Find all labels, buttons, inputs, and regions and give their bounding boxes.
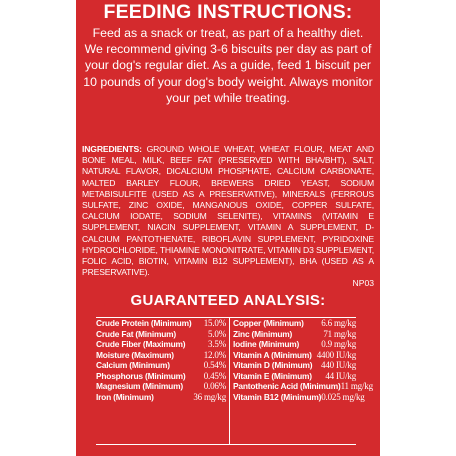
nutrient-value: 0.025 mg/kg	[321, 391, 365, 402]
nutrient-name: Moisture (Maximum)	[96, 349, 174, 360]
feeding-instructions-text: Feed as a snack or treat, as part of a healthy diet. We recommend giving 3-6 biscuits per day as part of your dog's regular diet. As a guide, feed 1 biscuit per 10 pounds of your dog's body weight. Always monitor your pet while treating.	[83, 26, 373, 105]
analysis-row	[233, 391, 365, 403]
nutrient-name: Vitamin E (Minimum)	[233, 370, 312, 381]
nutrient-value: 36 mg/kg	[193, 391, 226, 402]
analysis-row	[233, 318, 356, 329]
guaranteed-analysis-title: GUARANTEED ANALYSIS:	[130, 292, 326, 309]
nutrient-value: 440 IU/kg	[321, 360, 356, 370]
nutrient-value: 71 mg/kg	[323, 328, 356, 339]
nutrient-value: 0.45%	[203, 370, 226, 381]
label-panel	[76, 0, 380, 456]
nutrient-value: 44 IU/kg	[325, 370, 356, 381]
product-code: NP03	[352, 278, 374, 288]
analysis-row	[233, 329, 356, 340]
nutrient-name: Crude Protein (Minimum)	[96, 318, 192, 328]
nutrient-name: Calcium (Minimum)	[96, 360, 170, 370]
nutrient-name: Iodine (Minimum)	[233, 339, 300, 349]
analysis-row	[96, 381, 226, 392]
analysis-row	[233, 339, 356, 350]
nutrient-name: Zinc (Minimum)	[233, 328, 293, 339]
nutrient-name: Copper (Minimum)	[233, 318, 304, 328]
analysis-column-left	[96, 318, 226, 444]
nutrient-name: Magnesium (Minimum)	[96, 381, 183, 391]
nutrient-name: Vitamin B12 (Minimum)	[233, 391, 322, 402]
analysis-row	[96, 360, 226, 371]
nutrient-value: 3.5%	[208, 339, 226, 349]
nutrient-value: 0.06%	[203, 381, 226, 391]
analysis-row	[233, 350, 356, 361]
ingredients-block	[82, 144, 374, 278]
nutrient-value: 6.6 mg/kg	[321, 318, 356, 328]
nutrient-name: Pantothenic Acid (Minimum)	[233, 381, 341, 391]
nutrient-value: 0.9 mg/kg	[321, 339, 356, 349]
analysis-row	[96, 318, 226, 329]
analysis-row	[96, 339, 226, 350]
guaranteed-analysis-table	[96, 317, 373, 445]
nutrient-value: 5.0%	[208, 328, 226, 339]
nutrient-name: Iron (Minimum)	[96, 391, 154, 402]
nutrient-name: Vitamin A (Minimum)	[233, 349, 312, 360]
nutrient-value: 0.54%	[203, 360, 226, 370]
analysis-column-right	[233, 318, 373, 444]
nutrient-name: Phosphorus (Minimum)	[96, 370, 186, 381]
nutrient-name: Crude Fiber (Maximum)	[96, 339, 186, 349]
column-divider	[229, 318, 230, 444]
analysis-row	[96, 350, 226, 361]
nutrient-value: 11 mg/kg	[340, 381, 373, 391]
nutrient-value: 15.0%	[203, 318, 226, 328]
ingredients-label: INGREDIENTS:	[82, 144, 142, 154]
analysis-row	[233, 371, 356, 382]
analysis-row	[96, 329, 226, 340]
ingredients-text: GROUND WHOLE WHEAT, WHEAT FLOUR, MEAT AND BONE MEAL, MILK, BEEF FAT (PRESERVED WITH BHA/BHT), SALT, NATURAL FLAVOR, DICALCIUM PHOSPHATE, CALCIUM CARBONATE, MALTED BARLEY FLOUR, BREWERS DRIED YEAST, SODIUM METABISULFITE (USED AS A PRESERVATIVE), MINERALS (FERROUS SULFATE, ZINC OXIDE, MANGANOUS OXIDE, COPPER SULFATE, CALCIUM IODATE, SODIUM SELENITE), VITAMINS (VITAMIN E SUPPLEMENT, NIACIN SUPPLEMENT, VITAMIN A SUPPLEMENT, D-CALCIUM PANTOTHENATE, RIBOFLAVIN SUPPLEMENT, PYRIDOXINE HYDROCHLORIDE, THIAMINE MONONITRATE, VITAMIN D3 SUPPLEMENT, FOLIC ACID, BIOTIN, VITAMIN B12 SUPPLEMENT), BHA (USED AS A PRESERVATIVE).	[82, 144, 374, 278]
feeding-instructions-title: FEEDING INSTRUCTIONS:	[103, 1, 353, 23]
nutrient-name: Crude Fat (Minimum)	[96, 328, 176, 339]
nutrient-name: Vitamin D (Minimum)	[233, 360, 313, 370]
analysis-row	[96, 392, 226, 403]
analysis-row	[233, 381, 373, 392]
nutrient-value: 12.0%	[203, 349, 226, 360]
analysis-row	[233, 360, 356, 371]
analysis-row	[96, 371, 226, 382]
nutrient-value: 4400 IU/kg	[316, 349, 356, 360]
